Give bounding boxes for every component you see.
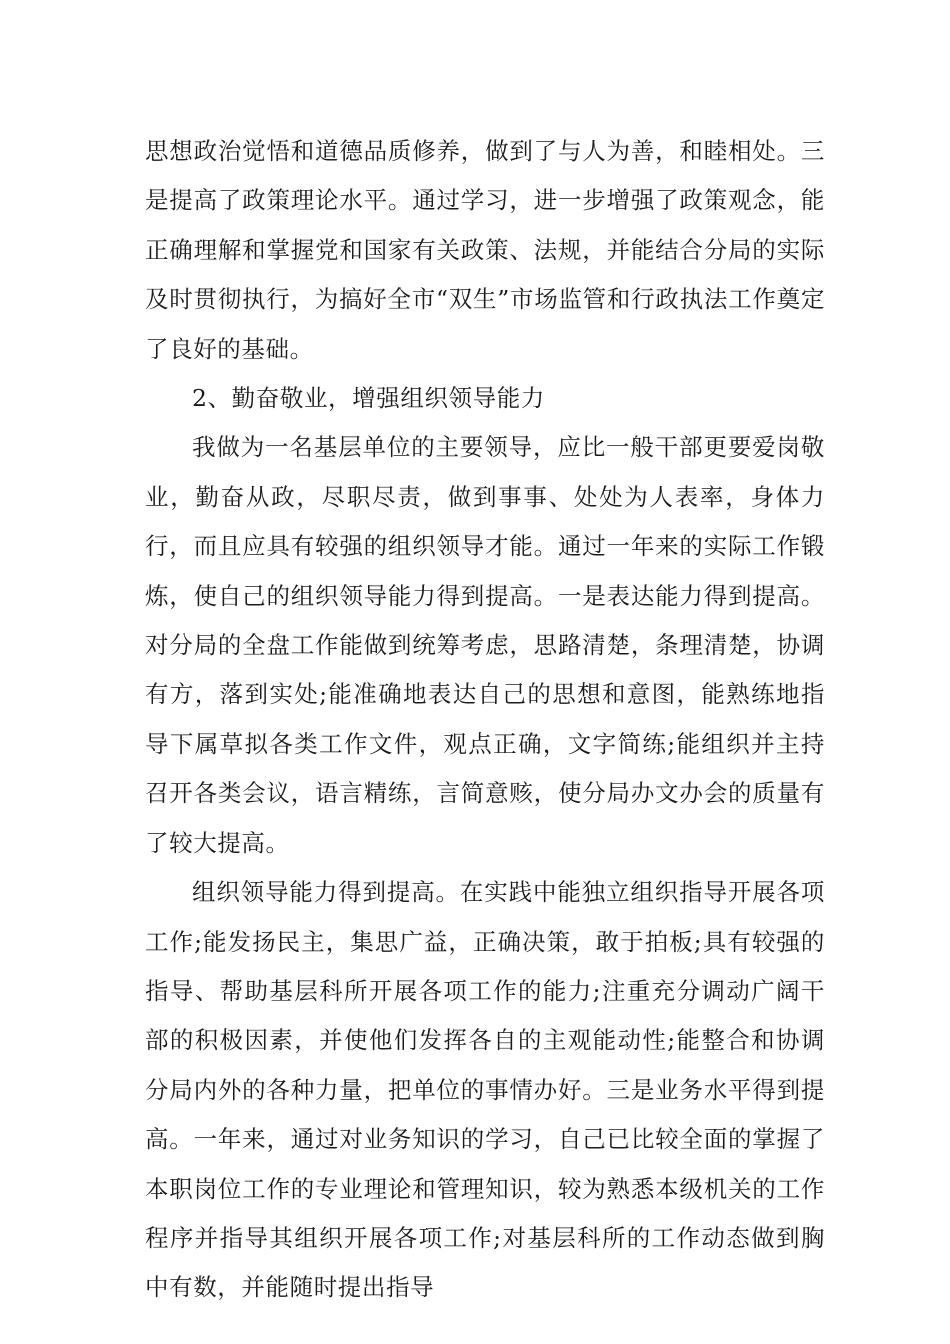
document-body bbox=[145, 127, 825, 1313]
paragraph: 组织领导能力得到提高。在实践中能独立组织指导开展各项工作;能发扬民主，集思广益，正确决策，敢于拍板;具有较强的指导、帮助基层科所开展各项工作的能力;注重充分调动广阔干部的积极因素，并使他们发挥各自的主观能动性;能整合和协调分局内外的各种力量，把单位的事情办好。三是业务水平得到提高。一年来，通过对业务知识的学习，自己已比较全面的掌握了本职岗位工作的专业理论和管理知识，较为熟悉本级机关的工作程序并指导其组织开展各项工作;对基层科所的工作动态做到胸中有数，并能随时提出指导 bbox=[145, 878, 825, 1302]
section-heading: 2、勤奋敬业，增强组织领导能力 bbox=[192, 384, 545, 413]
paragraph: 我做为一名基层单位的主要领导，应比一般干部更要爱岗敬业，勤奋从政，尽职尽责，做到事事、处处为人表率，身体力行，而且应具有较强的组织领导才能。通过一年来的实际工作锻炼，使自己的组织领导能力得到提高。一是表达能力得到提高。对分局的全盘工作能做到统筹考虑，思路清楚，条理清楚，协调有方，落到实处;能准确地表达自己的思想和意图，能熟练地指导下属草拟各类工作文件，观点正确，文字简练;能组织并主持召开各类会议，语言精练，言简意赅，使分局办文办会的质量有了较大提高。 bbox=[145, 433, 825, 857]
paragraph-continuation: 思想政治觉悟和道德品质修养，做到了与人为善，和睦相处。三是提高了政策理论水平。通过学习，进一步增强了政策观念，能正确理解和掌握党和国家有关政策、法规，并能结合分局的实际及时贯彻执行，为搞好全市“双生”市场监管和行政执法工作奠定了良好的基础。 bbox=[145, 137, 825, 363]
